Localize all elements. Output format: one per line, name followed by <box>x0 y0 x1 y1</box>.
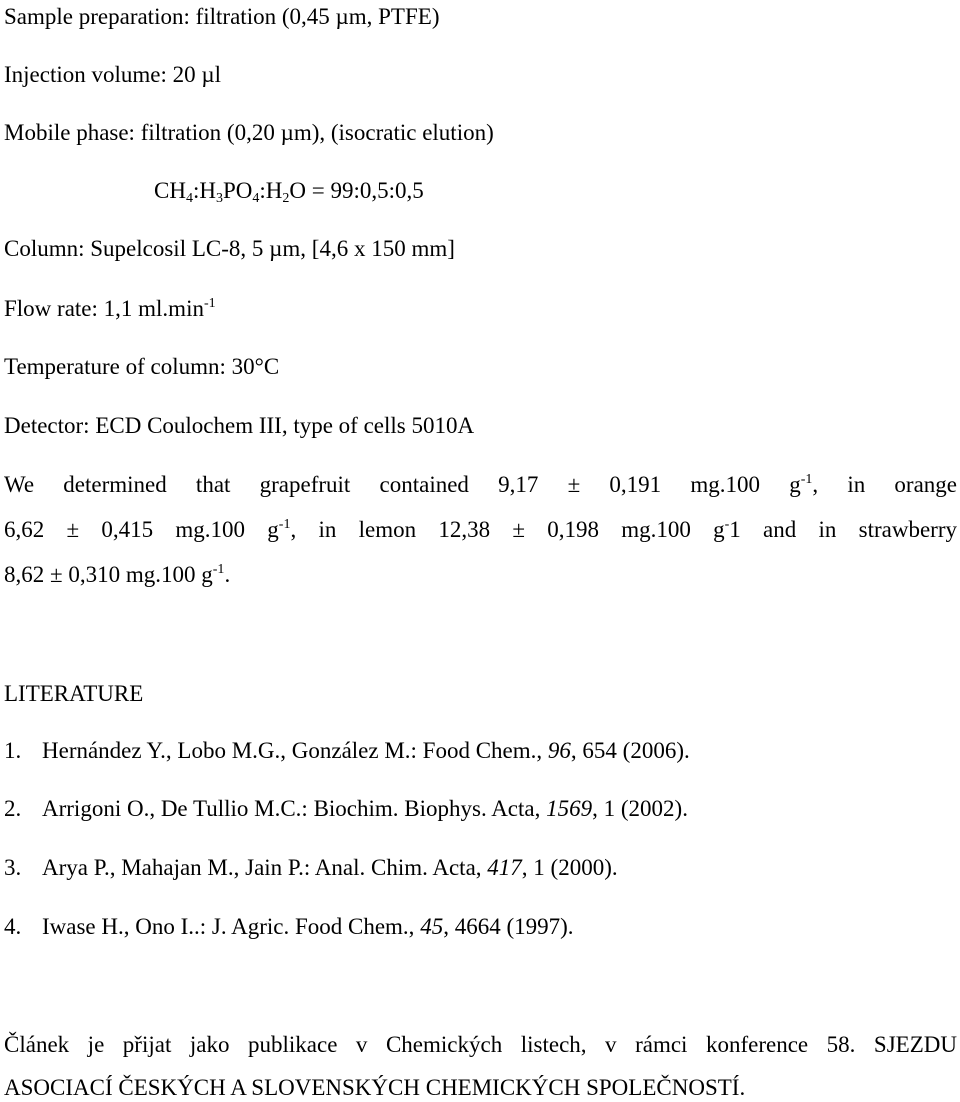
sample-preparation-line: Sample preparation: filtration (0,45 µm, PTFE) <box>4 4 440 29</box>
reference-text: , 4664 (1997). <box>443 914 574 939</box>
footer-line-1: Článek je přijat jako publikace v Chemických listech, v rámci konference 58. SJEZDU <box>4 1032 957 1057</box>
reference-item <box>4 854 618 882</box>
reference-volume: 45 <box>420 914 444 939</box>
unit-exponent: -1 <box>278 517 291 532</box>
reference-item <box>4 913 574 941</box>
reference-item <box>4 737 690 765</box>
formula-part: PO <box>222 178 253 203</box>
reference-number: 2. <box>4 796 22 821</box>
results-text: , in orange <box>812 472 957 497</box>
unit-exponent: -1 <box>212 562 225 577</box>
reference-text: Arrigoni O., De Tullio M.C.: Biochim. Biophys. Acta, <box>42 796 547 821</box>
formula-part: CH <box>154 178 186 203</box>
results-text: , in lemon 12,38 ± 0,198 mg.100 g <box>290 517 725 542</box>
injection-volume-line: Injection volume: 20 µl <box>4 62 222 87</box>
results-text: 6,62 ± 0,415 mg.100 g <box>4 517 279 542</box>
formula-part: :H <box>259 178 283 203</box>
reference-number: 4. <box>4 914 22 939</box>
unit-exponent: -1 <box>800 472 813 487</box>
formula-subscript: 3 <box>215 191 223 206</box>
mobile-phase-formula <box>154 177 424 205</box>
formula-subscript: 4 <box>252 191 260 206</box>
flow-rate-text: Flow rate: 1,1 ml.min <box>4 296 204 321</box>
results-text: 8,62 ± 0,310 mg.100 g <box>4 562 213 587</box>
unit-exponent: - <box>724 517 730 532</box>
results-text: . <box>224 562 231 587</box>
temperature-line: Temperature of column: 30°C <box>4 354 280 379</box>
results-text: We determined that grapefruit contained 9,17 ± 0,191 mg.100 g <box>4 472 801 497</box>
formula-subscript: 4 <box>185 191 193 206</box>
formula-part: :H <box>192 178 216 203</box>
reference-volume: 96 <box>547 738 571 763</box>
reference-text: , 1 (2000). <box>521 855 618 880</box>
reference-item <box>4 795 688 823</box>
reference-text: , 1 (2002). <box>592 796 688 821</box>
formula-part: O = 99:0,5:0,5 <box>289 178 424 203</box>
mobile-phase-line: Mobile phase: filtration (0,20 µm), (isocratic elution) <box>4 120 494 145</box>
reference-text: , 654 (2006). <box>570 738 690 763</box>
reference-number: 3. <box>4 855 22 880</box>
flow-rate-exponent: -1 <box>203 296 216 311</box>
reference-text: Arya P., Mahajan M., Jain P.: Anal. Chim. Acta, <box>42 855 488 880</box>
reference-number: 1. <box>4 738 22 763</box>
results-line-1 <box>4 471 957 499</box>
reference-text: Iwase H., Ono I..: J. Agric. Food Chem., <box>42 914 421 939</box>
reference-volume: 417 <box>487 855 522 880</box>
detector-line: Detector: ECD Coulochem III, type of cells 5010A <box>4 413 475 438</box>
reference-text: Hernández Y., Lobo M.G., González M.: Food Chem., <box>42 738 548 763</box>
results-text: 1 and in strawberry <box>729 517 957 542</box>
footer-line-2: ASOCIACÍ ČESKÝCH A SLOVENSKÝCH CHEMICKÝCH SPOLEČNOSTÍ. <box>4 1075 746 1100</box>
column-line: Column: Supelcosil LC-8, 5 µm, [4,6 x 150 mm] <box>4 236 455 261</box>
results-line-2 <box>4 516 957 544</box>
literature-heading: LITERATURE <box>4 681 144 706</box>
formula-subscript: 2 <box>282 191 290 206</box>
results-line-3 <box>4 561 230 589</box>
flow-rate-line <box>4 295 216 323</box>
reference-volume: 1569 <box>546 796 593 821</box>
